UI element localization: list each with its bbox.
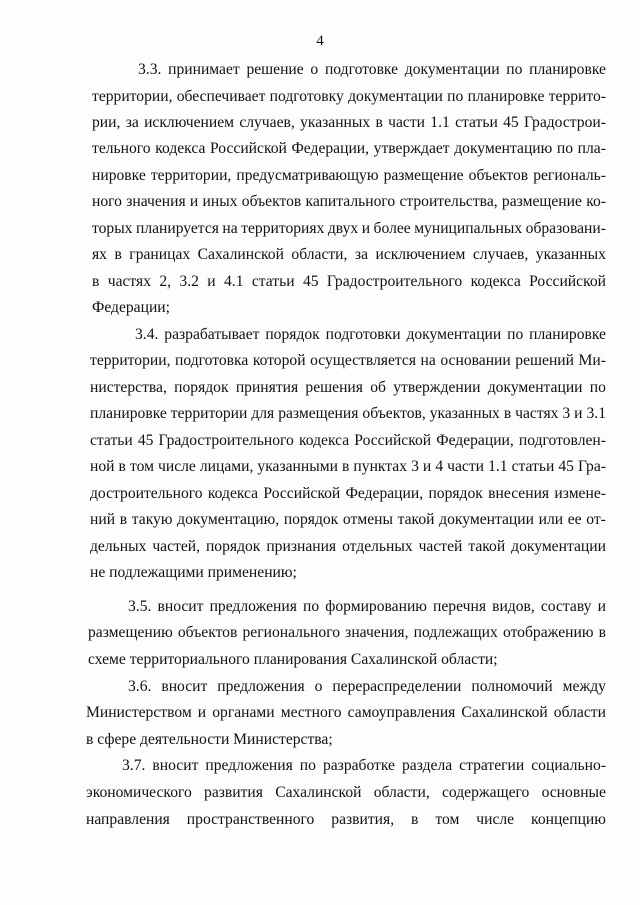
word: кодекса [155,140,206,157]
word: значения [126,193,186,210]
word: полномочий [471,678,553,695]
word: и [189,193,199,210]
word: об [370,379,386,396]
text-line [90,351,606,371]
word: Российской [263,485,341,502]
word: и [197,704,207,721]
word: том [129,458,154,475]
word: 1.1 [430,114,450,131]
word: пунктах [353,458,408,475]
text-line [138,60,606,80]
word: на [420,352,436,369]
word: о [314,678,323,695]
word: предложения [217,678,305,695]
word: в [114,246,122,263]
text-line [90,537,606,557]
word: области, [291,246,348,263]
word: в [375,114,383,131]
word: предусматривающую [236,167,379,184]
word: документации [487,379,583,396]
word: между [562,678,606,695]
text-line [122,756,606,776]
word: принимает [168,61,240,78]
word: за [354,246,368,263]
word: органами [212,704,275,721]
word: более [373,220,411,237]
word: документации [404,61,500,78]
word: указанных [300,114,371,131]
text-line [90,510,606,530]
word: или [538,511,564,528]
word: социально- [531,757,606,774]
text-line [135,325,606,345]
text-line [90,378,606,398]
word: перечня [433,598,486,615]
word: 1.1 [488,458,508,475]
word: и [597,598,606,615]
word: территории, [90,352,171,369]
word: документацию [454,140,553,157]
word: решений [515,352,574,369]
word: порядок [205,538,261,555]
word: 3.7. [122,757,146,774]
word: подготовки [325,326,401,343]
word: 3 [562,405,571,422]
word: 4.1 [224,273,244,290]
word: частей, [152,538,200,555]
word: размещение [501,193,582,210]
word: ного [92,193,122,210]
word: статьи [511,458,555,475]
word: в [411,811,419,828]
word: пространственного [186,811,315,828]
word: региональ- [533,167,606,184]
word: Федерации, [436,432,514,449]
word: в [503,405,512,422]
word: Министерством [86,704,192,721]
word: по [299,757,316,774]
word: 2, [159,273,172,290]
word: территории [170,405,248,422]
word: в [598,624,606,641]
text-line: в сфере деятельности Министерства; [86,731,333,748]
word: области, [373,784,430,801]
word: планировке [529,61,606,78]
word: решение [246,61,304,78]
word: по [507,326,524,343]
text-line [90,404,606,424]
word: частей [418,538,463,555]
word: утверждает [373,140,450,157]
word: которой [252,352,306,369]
word: числе [476,811,515,828]
word: 3.4. [135,326,159,343]
word: Сахалинской [461,704,548,721]
word: порядок [174,379,229,396]
word: ее [567,511,582,528]
word: основные [541,784,606,801]
word: случаев, [239,114,295,131]
word: отдельных [342,538,413,555]
word: для [251,405,275,422]
word: в [92,273,100,290]
word: Ми- [578,352,606,369]
word: осуществляется [310,352,416,369]
text-line: не подлежащими применению; [90,564,297,581]
word: отмены [342,511,393,528]
word: за [125,114,139,131]
word: 45 [302,273,319,290]
word: 3.5. [128,598,152,615]
word: видов, [492,598,535,615]
text-line [92,219,606,239]
text-line [86,810,606,830]
word: планировке [529,326,606,343]
word: в [118,458,126,475]
word: документации [348,88,443,105]
word: о [310,61,319,78]
text-line [90,484,606,504]
word: 3.1 [586,405,606,422]
word: развития, [331,811,395,828]
word: документации [511,538,606,555]
word: отображению [502,624,594,641]
word: территории, [92,88,173,105]
word: перераспределении [332,678,462,695]
word: внесения [488,485,550,502]
word: 45 [137,432,154,449]
word: предложения [209,598,297,615]
word: документации [439,511,534,528]
word: на [222,220,238,237]
word: том [435,811,460,828]
word: 3 [411,458,419,475]
word: и [361,220,371,237]
word: части [388,114,425,131]
word: Сахалинской [275,784,362,801]
word: Градостроительного [326,273,463,290]
word: объектов [177,624,238,641]
word: Градострои- [524,114,606,131]
word: размещению [88,624,173,641]
word: развития [204,784,263,801]
word: муниципальных [414,220,523,237]
word: подготовке [324,61,399,78]
word: по [303,598,320,615]
word: самоуправления [347,704,456,721]
word: документации [406,326,502,343]
word: Федерации, [345,485,424,502]
word: дельных [90,538,147,555]
text-line [92,113,606,133]
word: частях [515,405,559,422]
word: капитального [305,193,396,210]
word: лицами, [199,458,254,475]
word: 45 [558,458,574,475]
word: стратегии [459,757,525,774]
word: объектов [468,167,529,184]
word: 3.3. [138,61,162,78]
word: 3.2 [179,273,199,290]
page-number: 4 [316,33,324,49]
word: частях [107,273,151,290]
word: 3.6. [128,678,152,695]
word: измене- [554,485,606,502]
word: случаев, [472,246,529,263]
word: содержащего [441,784,530,801]
word: территориях [241,220,325,237]
word: планируется [135,220,219,237]
word: исключением [375,246,466,263]
word: пла- [577,140,606,157]
text-line [86,703,606,723]
word: размещение [383,167,464,184]
word: обеспечивает [176,88,266,105]
word: 45 [503,114,519,131]
word: составу [540,598,592,615]
text-line: Федерации; [92,299,170,316]
word: образовани- [525,220,606,237]
word: и [422,458,432,475]
word: статьи [455,114,498,131]
word: концепцию [531,811,606,828]
word: по [447,88,464,105]
word: от- [586,511,606,528]
text-line [92,166,606,186]
word: вносит [161,678,208,695]
word: нистерства, [90,379,167,396]
word: рии, [92,114,121,131]
text-line [128,597,606,617]
word: статьи [251,273,295,290]
text-line [92,87,606,107]
word: территории, [150,167,232,184]
word: регионального [242,624,340,641]
word: кодекса [207,485,259,502]
word: указанных [535,246,606,263]
text-line: схеме территориального планирования Сахалинской области; [88,651,498,668]
word: подготовку [269,88,344,105]
text-line [128,677,606,697]
word: Градостроительного [158,432,294,449]
word: экономического [86,784,192,801]
word: ко- [586,193,606,210]
word: нировке [92,167,146,184]
word: такой [468,538,506,555]
word: такую [131,511,173,528]
word: подлежащих [413,624,498,641]
word: области [553,704,606,721]
word: Российской [529,273,606,290]
word: решения [305,379,363,396]
word: по [589,379,606,396]
word: Гра- [578,458,606,475]
word: двух [327,220,359,237]
word: 4 [435,458,444,475]
word: объектов [241,193,302,210]
word: Сахалинской [197,246,284,263]
word: подготовлен- [518,432,606,449]
word: такой [397,511,435,528]
word: числе [158,458,196,475]
text-line [92,245,606,265]
word: разрабатывает [164,326,260,343]
word: Российской [354,432,432,449]
word: значения, [345,624,409,641]
word: формированию [325,598,427,615]
word: предложения [205,757,293,774]
word: в [342,458,350,475]
word: планировке [467,88,545,105]
text-line [88,623,606,643]
word: строительства, [399,193,498,210]
text-line [86,783,606,803]
word: указанными [257,458,338,475]
word: террито- [548,88,606,105]
word: направления [86,811,170,828]
word: порядок [283,511,339,528]
word: раздела [402,757,453,774]
word: признания [266,538,337,555]
word: в [119,511,128,528]
text-line [92,139,606,159]
word: порядок [428,485,483,502]
word: местного [280,704,342,721]
word: документацию, [177,511,280,528]
word: планировке [90,405,167,422]
word: части [447,458,485,475]
text-line [92,192,606,212]
word: вносит [152,757,199,774]
word: Федерации, [291,140,370,157]
word: утверждении [393,379,481,396]
word: разработке [322,757,395,774]
word: вносит [157,598,204,615]
word: по [556,140,574,157]
word: исключением [144,114,235,131]
word: статьи [90,432,133,449]
word: ях [92,246,107,263]
word: по [506,61,523,78]
word: и [574,405,583,422]
word: основании [440,352,511,369]
text-line [90,431,606,451]
word: объектов, [362,405,426,422]
word: ной [90,458,115,475]
word: кодекса [470,273,521,290]
word: ний [90,511,116,528]
word: кодекса [298,432,350,449]
word: принятия [235,379,299,396]
word: размещения [278,405,359,422]
word: достроительного [90,485,203,502]
word: Российской [210,140,287,157]
text-line [92,272,606,292]
word: иных [202,193,238,210]
text-line [90,457,606,477]
word: и [207,273,216,290]
word: торых [92,220,133,237]
word: границах [129,246,191,263]
word: указанных [429,405,500,422]
word: порядок [265,326,320,343]
word: тельного [92,140,151,157]
word: подготовка [175,352,249,369]
